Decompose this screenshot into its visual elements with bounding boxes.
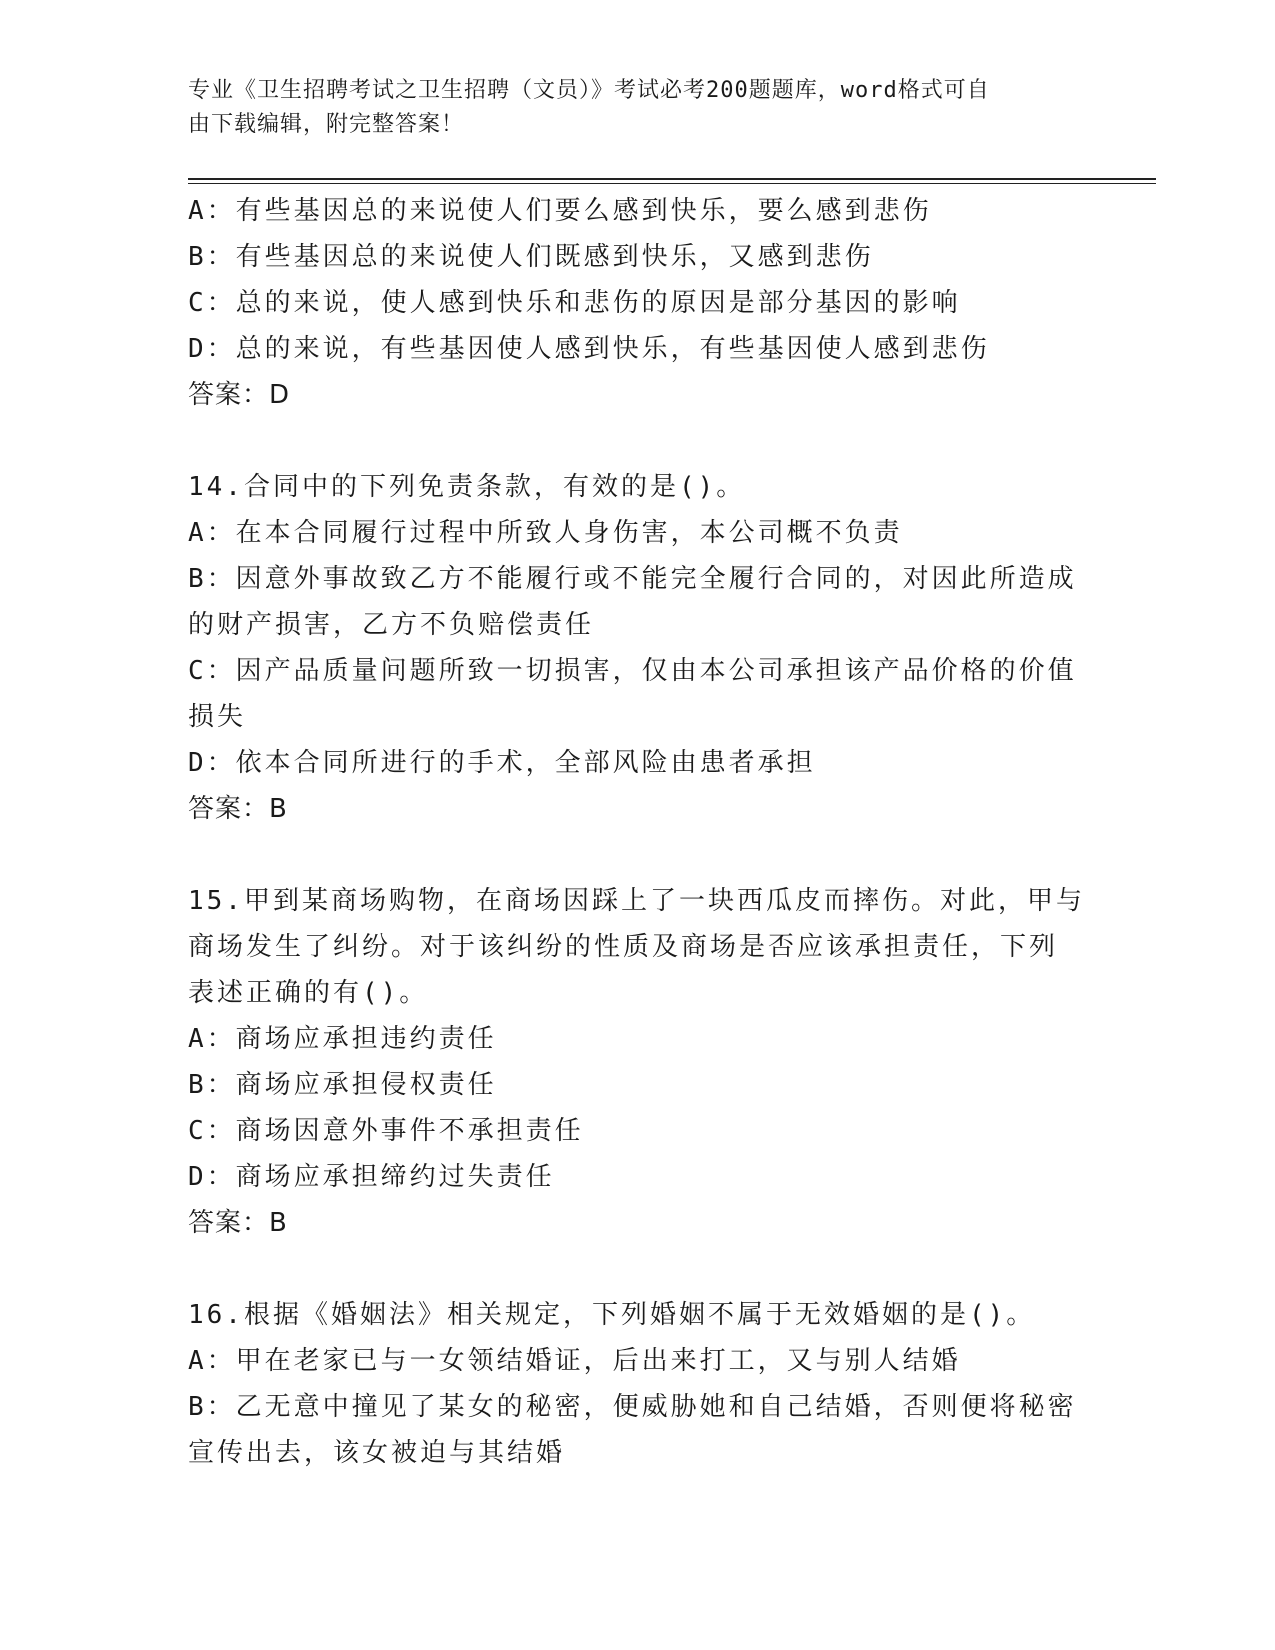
option-c-continued: 损失 <box>188 702 247 732</box>
option-b: B：乙无意中撞见了某女的秘密，便威胁她和自己结婚，否则便将秘密 <box>188 1392 1077 1422</box>
question-stem-continued: 表述正确的有()。 <box>188 978 429 1008</box>
question-stem: 16.根据《婚姻法》相关规定，下列婚姻不属于无效婚姻的是()。 <box>188 1300 1036 1330</box>
option-a: A：商场应承担违约责任 <box>188 1024 497 1054</box>
header-line-2: 由下载编辑，附完整答案！ <box>188 112 465 137</box>
question-stem-continued: 商场发生了纠纷。对于该纠纷的性质及商场是否应该承担责任，下列 <box>188 932 1059 962</box>
answer: 答案：B <box>188 1208 288 1238</box>
question-stem: 14.合同中的下列免责条款，有效的是()。 <box>188 472 746 502</box>
document-header <box>188 74 1068 142</box>
option-b-continued: 的财产损害，乙方不负赔偿责任 <box>188 610 595 640</box>
question-15 <box>188 878 1088 1246</box>
option-d: D：依本合同所进行的手术，全部风险由患者承担 <box>188 748 816 778</box>
question-spacer <box>188 832 1088 878</box>
option-b: B：因意外事故致乙方不能履行或不能完全履行合同的，对因此所造成 <box>188 564 1077 594</box>
header-line-1: 专业《卫生招聘考试之卫生招聘（文员）》考试必考200题题库，word格式可自 <box>188 78 990 103</box>
answer: 答案：D <box>188 380 291 410</box>
header-rule-thick <box>188 178 1156 180</box>
option-a: A：有些基因总的来说使人们要么感到快乐，要么感到悲伤 <box>188 196 932 226</box>
option-c: C：因产品质量问题所致一切损害，仅由本公司承担该产品价格的价值 <box>188 656 1077 686</box>
answer: 答案：B <box>188 794 288 824</box>
question-spacer <box>188 1246 1088 1292</box>
option-b: B：有些基因总的来说使人们既感到快乐，又感到悲伤 <box>188 242 874 272</box>
option-a: A：在本合同履行过程中所致人身伤害，本公司概不负责 <box>188 518 903 548</box>
option-b-continued: 宣传出去，该女被迫与其结婚 <box>188 1438 566 1468</box>
option-c: C：总的来说，使人感到快乐和悲伤的原因是部分基因的影响 <box>188 288 961 318</box>
question-16 <box>188 1292 1088 1476</box>
question-14 <box>188 464 1088 832</box>
document-content <box>188 188 1088 1476</box>
question-stem: 15.甲到某商场购物，在商场因踩上了一块西瓜皮而摔伤。对此，甲与 <box>188 886 1085 916</box>
option-d: D：总的来说，有些基因使人感到快乐，有些基因使人感到悲伤 <box>188 334 990 364</box>
option-c: C：商场因意外事件不承担责任 <box>188 1116 584 1146</box>
question-13 <box>188 188 1088 418</box>
option-d: D：商场应承担缔约过失责任 <box>188 1162 555 1192</box>
question-spacer <box>188 418 1088 464</box>
option-b: B：商场应承担侵权责任 <box>188 1070 497 1100</box>
header-rule-thin <box>188 183 1156 184</box>
option-a: A：甲在老家已与一女领结婚证，后出来打工，又与别人结婚 <box>188 1346 961 1376</box>
